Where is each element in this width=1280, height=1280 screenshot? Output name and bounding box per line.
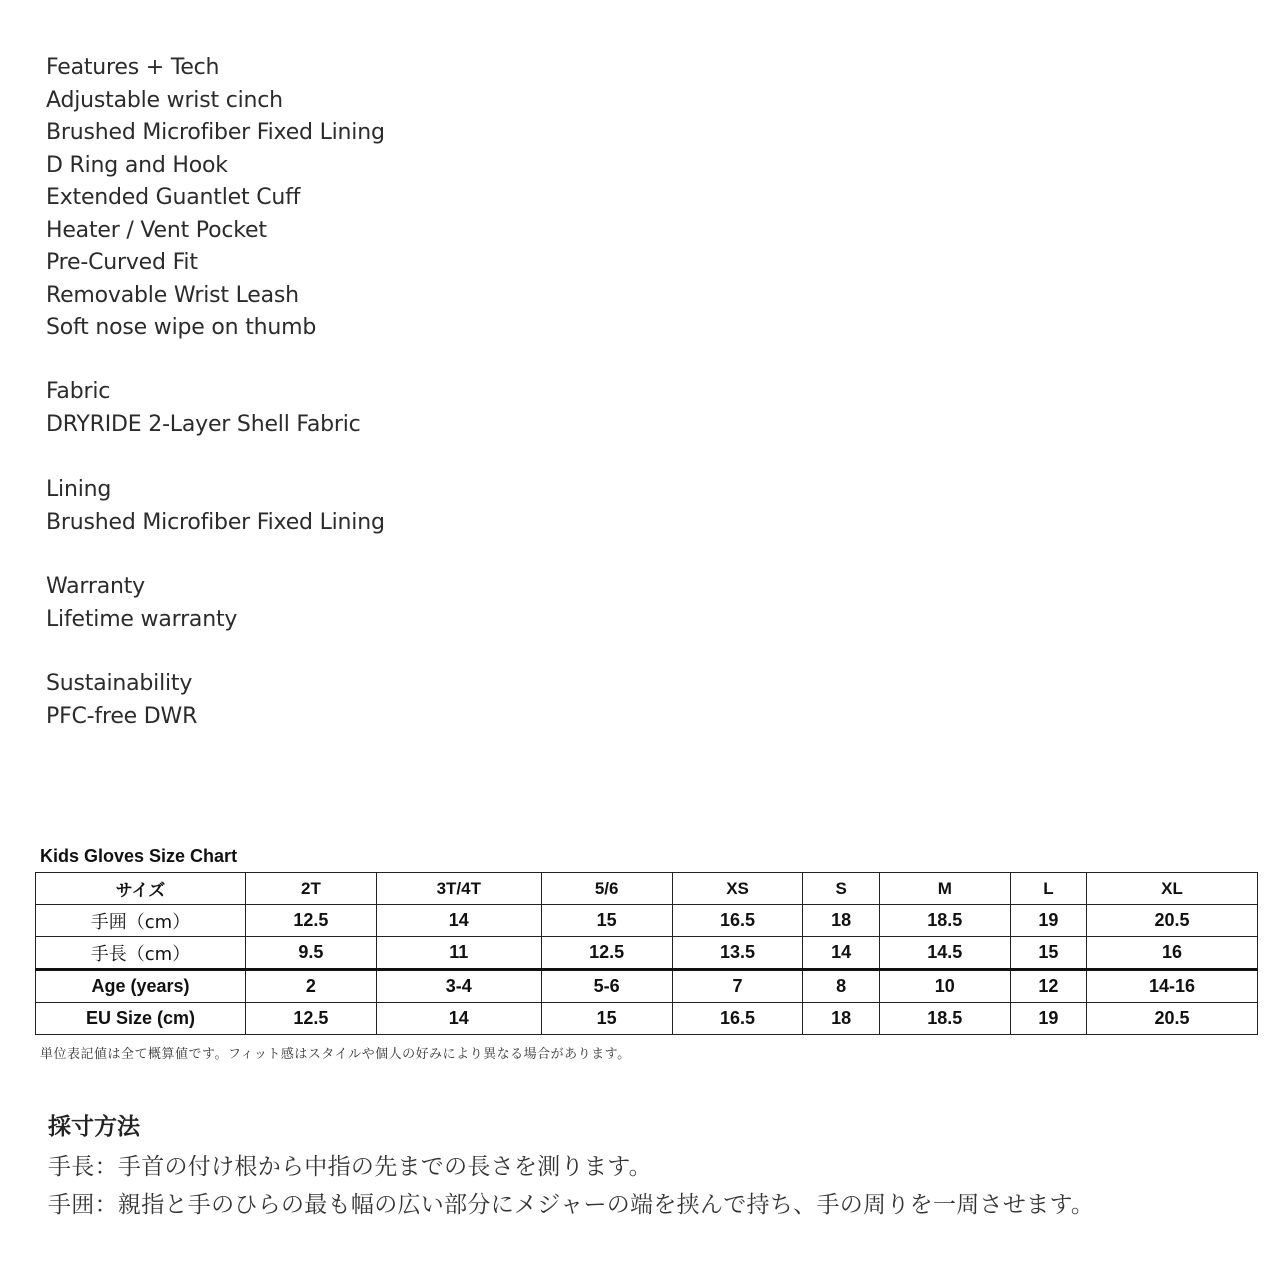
feature-item: D Ring and Hook xyxy=(46,152,228,178)
table-row xyxy=(36,970,1258,1003)
fabric-section xyxy=(46,376,361,441)
table-cell: 15 xyxy=(541,905,672,937)
size-chart-title: Kids Gloves Size Chart xyxy=(40,846,238,866)
row-label: Age (years) xyxy=(36,970,246,1003)
table-cell: 11 xyxy=(376,937,541,970)
table-cell: 19 xyxy=(1010,1003,1086,1035)
table-cell: 18.5 xyxy=(879,1003,1010,1035)
feature-item: Removable Wrist Leash xyxy=(46,282,299,308)
features-heading: Features + Tech xyxy=(46,55,220,80)
table-cell: 14-16 xyxy=(1087,970,1258,1003)
warranty-value: Lifetime warranty xyxy=(46,606,238,632)
size-header-cell: XS xyxy=(672,873,803,905)
table-footnote: 単位表記値は全て概算値です。フィット感はスタイルや個人の好みにより異なる場合があります。 xyxy=(40,1047,631,1062)
table-row xyxy=(36,1003,1258,1035)
fabric-heading: Fabric xyxy=(46,379,111,404)
table-cell: 3-4 xyxy=(376,970,541,1003)
size-header-label: サイズ xyxy=(36,873,246,905)
table-cell: 8 xyxy=(803,970,879,1003)
size-header-row xyxy=(36,873,1258,905)
table-cell: 18 xyxy=(803,1003,879,1035)
size-header-cell: XL xyxy=(1087,873,1258,905)
feature-item: Pre-Curved Fit xyxy=(46,250,198,275)
feature-item: Soft nose wipe on thumb xyxy=(46,315,317,340)
table-cell: 16 xyxy=(1087,937,1258,970)
table-cell: 16.5 xyxy=(672,905,803,937)
feature-item: Extended Guantlet Cuff xyxy=(46,185,301,210)
lining-section xyxy=(46,474,385,539)
measurement-hand-circumference: 手囲：親指と手のひらの最も幅の広い部分にメジャーの端を挟んで持ち、手の周りを一周させます。 xyxy=(48,1192,1095,1218)
table-cell: 7 xyxy=(672,970,803,1003)
size-header-cell: L xyxy=(1010,873,1086,905)
table-cell: 12 xyxy=(1010,970,1086,1003)
table-cell: 12.5 xyxy=(246,905,377,937)
size-header-cell: 2T xyxy=(246,873,377,905)
table-cell: 14 xyxy=(376,905,541,937)
sustainability-section xyxy=(46,668,197,733)
table-cell: 18 xyxy=(803,905,879,937)
size-header-cell: 3T/4T xyxy=(376,873,541,905)
lining-value: Brushed Microfiber Fixed Lining xyxy=(46,509,385,535)
table-cell: 15 xyxy=(541,1003,672,1035)
row-label: EU Size (cm) xyxy=(36,1003,246,1035)
table-cell: 19 xyxy=(1010,905,1086,937)
features-section xyxy=(46,52,385,345)
size-header-cell: 5/6 xyxy=(541,873,672,905)
size-chart-table xyxy=(35,872,1258,1035)
table-cell: 12.5 xyxy=(541,937,672,970)
row-label: 手囲（cm） xyxy=(36,905,246,937)
measurement-title: 採寸方法 xyxy=(48,1114,140,1140)
table-cell: 14.5 xyxy=(879,937,1010,970)
fabric-value: DRYRIDE 2-Layer Shell Fabric xyxy=(46,411,361,437)
warranty-section xyxy=(46,571,237,636)
table-cell: 9.5 xyxy=(246,937,377,970)
table-cell: 12.5 xyxy=(246,1003,377,1035)
feature-item: Adjustable wrist cinch xyxy=(46,87,283,113)
sustainability-heading: Sustainability xyxy=(46,671,193,696)
feature-item: Heater / Vent Pocket xyxy=(46,217,267,243)
size-header-cell: M xyxy=(879,873,1010,905)
table-cell: 18.5 xyxy=(879,905,1010,937)
table-cell: 5-6 xyxy=(541,970,672,1003)
warranty-heading: Warranty xyxy=(46,574,146,599)
sustainability-value: PFC-free DWR xyxy=(46,703,198,729)
table-row xyxy=(36,937,1258,970)
row-label: 手長（cm） xyxy=(36,937,246,970)
table-cell: 2 xyxy=(246,970,377,1003)
table-cell: 20.5 xyxy=(1087,1003,1258,1035)
table-cell: 13.5 xyxy=(672,937,803,970)
table-cell: 16.5 xyxy=(672,1003,803,1035)
measurement-hand-length: 手長：手首の付け根から中指の先までの長さを測ります。 xyxy=(48,1154,652,1180)
table-row xyxy=(36,905,1258,937)
lining-heading: Lining xyxy=(46,477,112,502)
table-cell: 20.5 xyxy=(1087,905,1258,937)
table-cell: 14 xyxy=(376,1003,541,1035)
table-cell: 10 xyxy=(879,970,1010,1003)
table-cell: 14 xyxy=(803,937,879,970)
table-cell: 15 xyxy=(1010,937,1086,970)
feature-item: Brushed Microfiber Fixed Lining xyxy=(46,120,385,145)
size-header-cell: S xyxy=(803,873,879,905)
